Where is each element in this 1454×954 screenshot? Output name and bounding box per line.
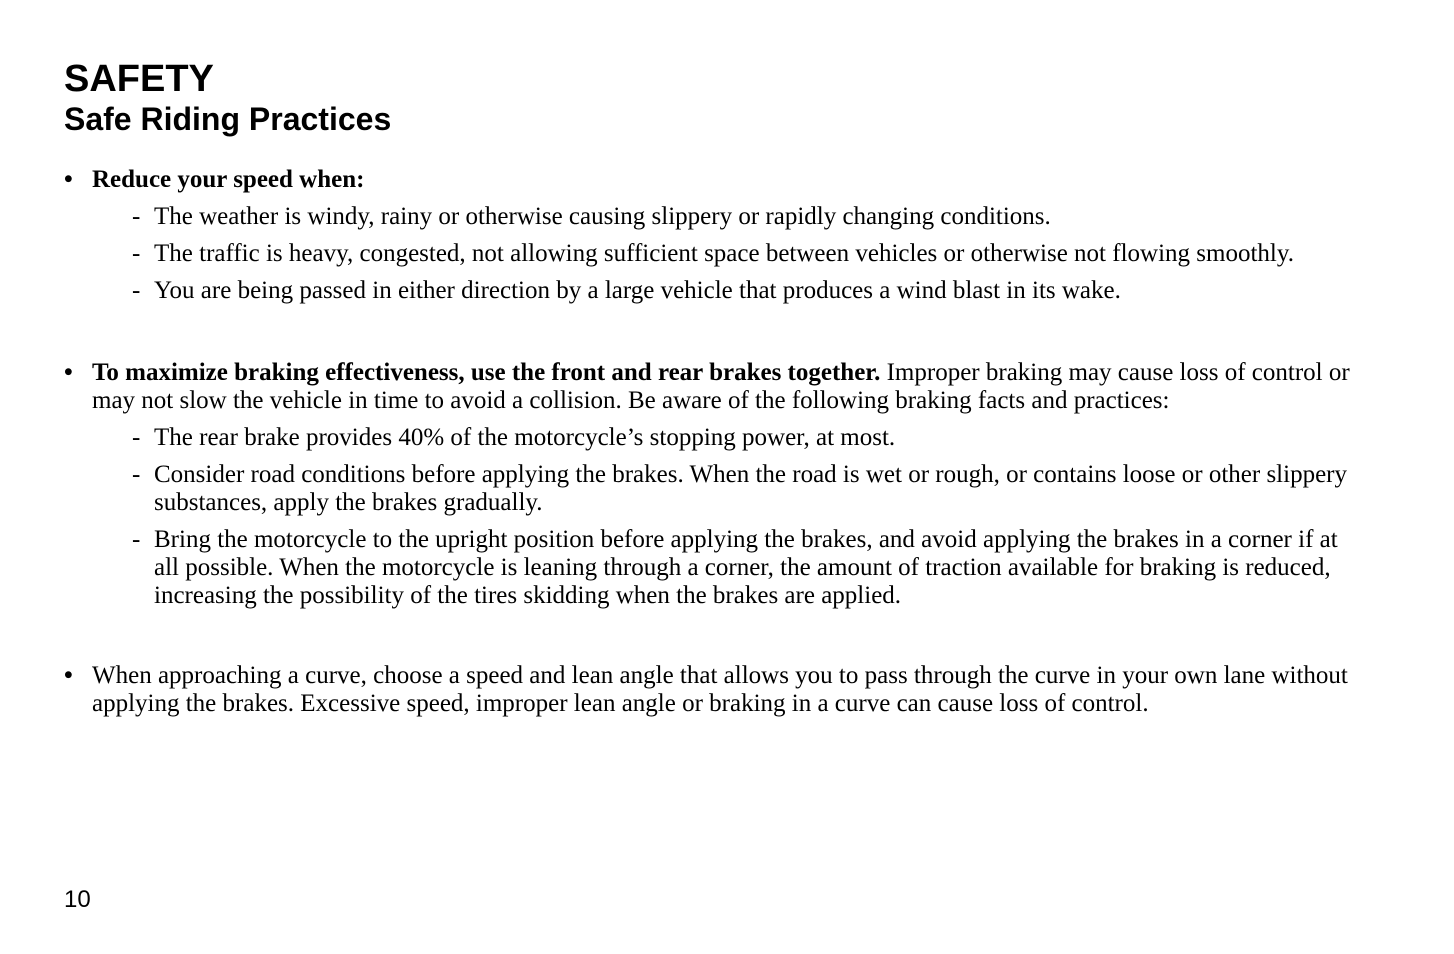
bullet-body bbox=[92, 662, 1354, 718]
sub-list bbox=[64, 424, 1354, 610]
page-number: 10 bbox=[64, 886, 91, 913]
bullet-curve bbox=[64, 662, 1354, 718]
bullet-body bbox=[92, 359, 1354, 415]
sub-item-text: You are being passed in either direction by a large vehicle that produces a wind blast in its wake. bbox=[154, 277, 1121, 304]
dash-marker: - bbox=[132, 424, 141, 451]
dash-marker: - bbox=[132, 240, 141, 267]
subsection-title: Safe Riding Practices bbox=[64, 101, 392, 137]
sub-item-rear-brake bbox=[64, 424, 1354, 452]
sub-item-passed bbox=[64, 277, 1354, 305]
sub-item-traffic bbox=[64, 240, 1354, 268]
sub-item-text: The rear brake provides 40% of the motorcycle’s stopping power, at most. bbox=[154, 424, 896, 451]
sub-item-weather bbox=[64, 203, 1354, 231]
dash-marker: - bbox=[132, 461, 141, 488]
sub-item-road-conditions bbox=[64, 461, 1354, 517]
sub-item-text: Bring the motorcycle to the upright position before applying the brakes, and avoid applying the brakes in a corner if at all possible. When the motorcycle is leaning through a corner, the amount of traction available for braking is reduced, increasing the possibility of the tires skidding when the brakes are applied. bbox=[154, 526, 1338, 609]
sub-item-text: Consider road conditions before applying the brakes. When the road is wet or rough, or contains loose or other slippery substances, apply the brakes gradually. bbox=[154, 461, 1347, 516]
bullet-marker: • bbox=[64, 359, 73, 386]
section-title: SAFETY bbox=[64, 58, 214, 100]
bullet-reduce-speed bbox=[64, 166, 1354, 305]
sub-item-upright bbox=[64, 526, 1354, 610]
bullet-text: Improper braking may cause loss of control or may not slow the vehicle in time to avoid a collision. Be aware of the following braking facts and practices: bbox=[92, 359, 1350, 414]
dash-marker: - bbox=[132, 277, 141, 304]
bullet-lead: To maximize braking effectiveness, use the front and rear brakes together. bbox=[92, 359, 881, 386]
sub-item-text: The traffic is heavy, congested, not allowing sufficient space between vehicles or otherwise not flowing smoothly. bbox=[154, 240, 1294, 267]
sub-item-text: The weather is windy, rainy or otherwise causing slippery or rapidly changing conditions. bbox=[154, 203, 1051, 230]
dash-marker: - bbox=[132, 526, 141, 553]
bullet-body bbox=[92, 166, 1354, 194]
bullet-marker: • bbox=[64, 166, 73, 193]
sub-list bbox=[64, 203, 1354, 305]
dash-marker: - bbox=[132, 203, 141, 230]
bullet-marker: • bbox=[64, 662, 73, 689]
bullet-text: When approaching a curve, choose a speed and lean angle that allows you to pass through the curve in your own lane without applying the brakes. Excessive speed, improper lean angle or braking in a curve can cause loss of control. bbox=[92, 662, 1348, 717]
bullet-lead: Reduce your speed when: bbox=[92, 166, 365, 193]
bullet-braking bbox=[64, 359, 1354, 610]
